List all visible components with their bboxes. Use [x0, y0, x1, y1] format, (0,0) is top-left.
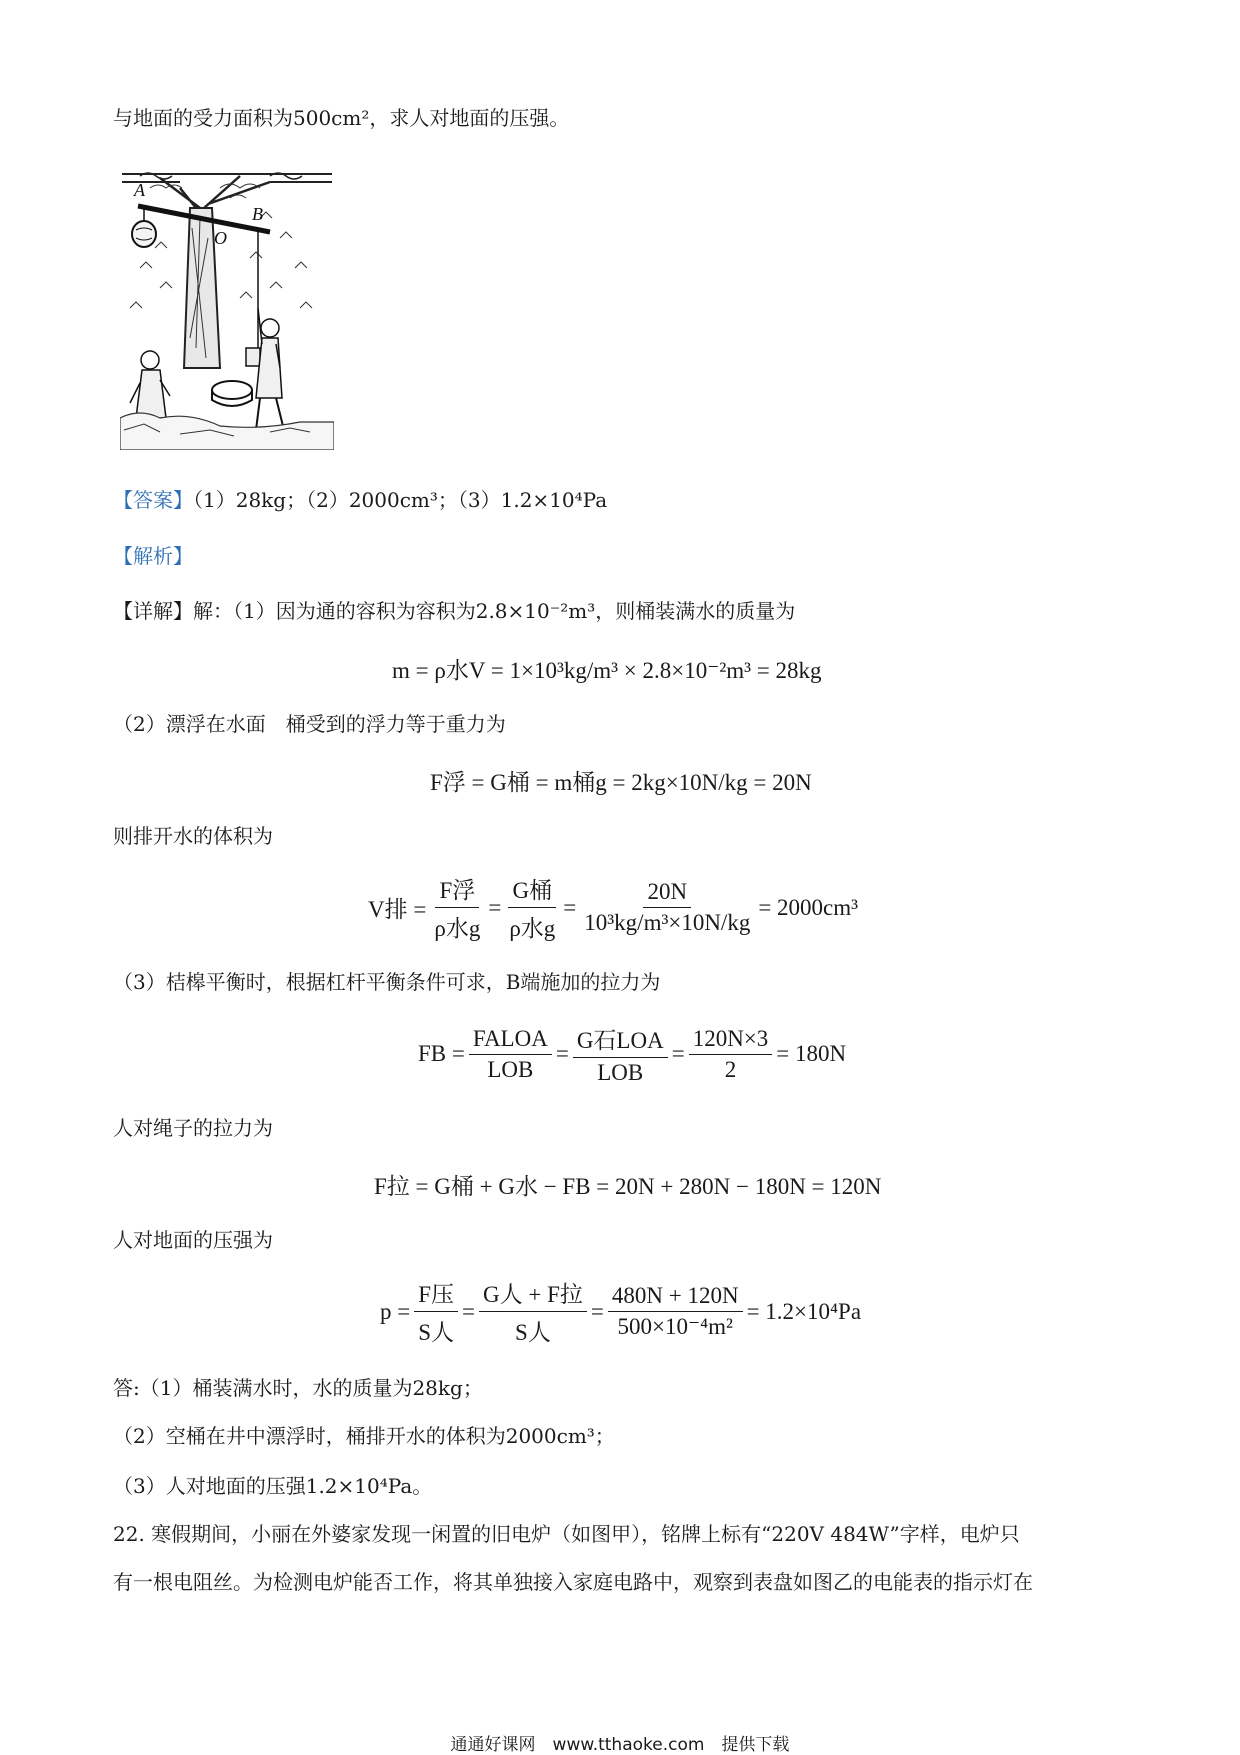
label-b: B	[252, 204, 263, 224]
fb-lhs: FB =	[418, 1041, 465, 1066]
pressure-intro: 人对地面的压强为	[113, 1228, 273, 1252]
label-a: A	[134, 180, 145, 200]
conclusion-2: （2）空桶在井中漂浮时，桶排开水的体积为2000cm³；	[113, 1424, 615, 1448]
p-lhs: p =	[380, 1298, 411, 1324]
equation-pull: F拉 = G桶 + G水 − FB = 20N + 280N − 180N = 120N	[374, 1174, 882, 1199]
volume-result: = 2000cm³	[758, 894, 859, 920]
label-o: O	[214, 228, 227, 248]
fb-fraction-2: $\frac{\text{G石LOA}}{\text{LOB}}$	[573, 1022, 668, 1086]
p-fraction-3: $\frac{480N + 120N}{\text{500×10⁻⁴m²}}$	[608, 1283, 743, 1340]
conclusion-1: 答:（1）桶装满水时，水的质量为28kg；	[113, 1376, 483, 1400]
equation-buoyancy: F浮 = G桶 = m桶g = 2kg×10N/kg = 20N	[430, 770, 812, 795]
answer-text: （1）28kg；（2）2000cm³；（3）1.2×10⁴Pa	[193, 488, 608, 512]
equation-mass: m = ρ水V = 1×10³kg/m³ × 2.8×10⁻²m³ = 28kg	[392, 658, 822, 683]
fb-result: = 180N	[776, 1041, 847, 1066]
rope-intro: 人对绳子的拉力为	[113, 1116, 273, 1140]
volume-fraction-1: $\frac{\text{F浮}}{\text{ρ水g}}$	[430, 872, 484, 943]
fb-fraction-3: $\frac{120N\times 3}{2}$	[689, 1026, 773, 1083]
volume-fraction-2: $\frac{\text{G桶}}{\text{ρ水g}}$	[505, 872, 559, 943]
volume-fraction-3: $\frac{20N}{\text{10³kg/m³×10N/kg}}$	[584, 879, 751, 935]
part2-intro: （2）漂浮在水面 桶受到的浮力等于重力为	[113, 712, 506, 736]
p-fraction-1: $\frac{\text{F压}}{\text{S人}}$	[414, 1276, 458, 1347]
question-22-line-1: 22. 寒假期间，小丽在外婆家发现一闲置的旧电炉（如图甲），铭牌上标有“220V 484W”字样，电炉只	[113, 1522, 1020, 1546]
well-sweep-illustration	[120, 168, 334, 450]
fb-fraction-1: $\frac{\text{FALOA}}{\text{LOB}}$	[469, 1026, 552, 1083]
volume-lhs: V排 =	[368, 897, 427, 922]
equation-pressure: p = $\frac{\text{F压}}{\text{S人}}$ = $\frac{\text{G人 + F拉}}{\text{S人}}$ = $\frac{480N + 120N}{\text{500×10⁻⁴m²}}$ = 1.2×10⁴Pa	[380, 1276, 861, 1347]
part3-intro: （3）桔槔平衡时，根据杠杆平衡条件可求，B端施加的拉力为	[113, 970, 661, 994]
question-22-line-2: 有一根电阻丝。为检测电炉能否工作，将其单独接入家庭电路中，观察到表盘如图乙的电能表的指示灯在	[113, 1570, 1033, 1594]
answer-line	[113, 486, 607, 514]
detail-intro: 【详解】解：（1）因为通的容积为容积为2.8×10⁻²m³，则桶装满水的质量为	[113, 599, 796, 623]
equation-fb: FB = $\frac{\text{FALOA}}{\text{LOB}}$ = $\frac{\text{G石LOA}}{\text{LOB}}$ = $\frac{120N\times 3}{2}$ = 180N	[418, 1022, 846, 1086]
conclusion-3: （3）人对地面的压强1.2×10⁴Pa。	[113, 1474, 433, 1498]
analysis-tag: 【解析】	[113, 544, 193, 568]
answer-tag: 【答案】	[113, 488, 193, 512]
displaced-intro: 则排开水的体积为	[113, 824, 273, 848]
p-fraction-2: $\frac{\text{G人 + F拉}}{\text{S人}}$	[479, 1276, 587, 1347]
p-result: = 1.2×10⁴Pa	[746, 1298, 862, 1324]
page-footer: 通通好课网 www.tthaoke.com 提供下载	[450, 1735, 790, 1755]
problem-text-end: 与地面的受力面积为500cm²，求人对地面的压强。	[113, 106, 570, 130]
equation-volume: V排 = $\frac{\text{F浮}}{\text{ρ水g}}$ = $\frac{\text{G桶}}{\text{ρ水g}}$ = $\frac{20N}{\text{10³kg/m³×10N/kg}}$ = 2000cm³	[368, 872, 858, 943]
